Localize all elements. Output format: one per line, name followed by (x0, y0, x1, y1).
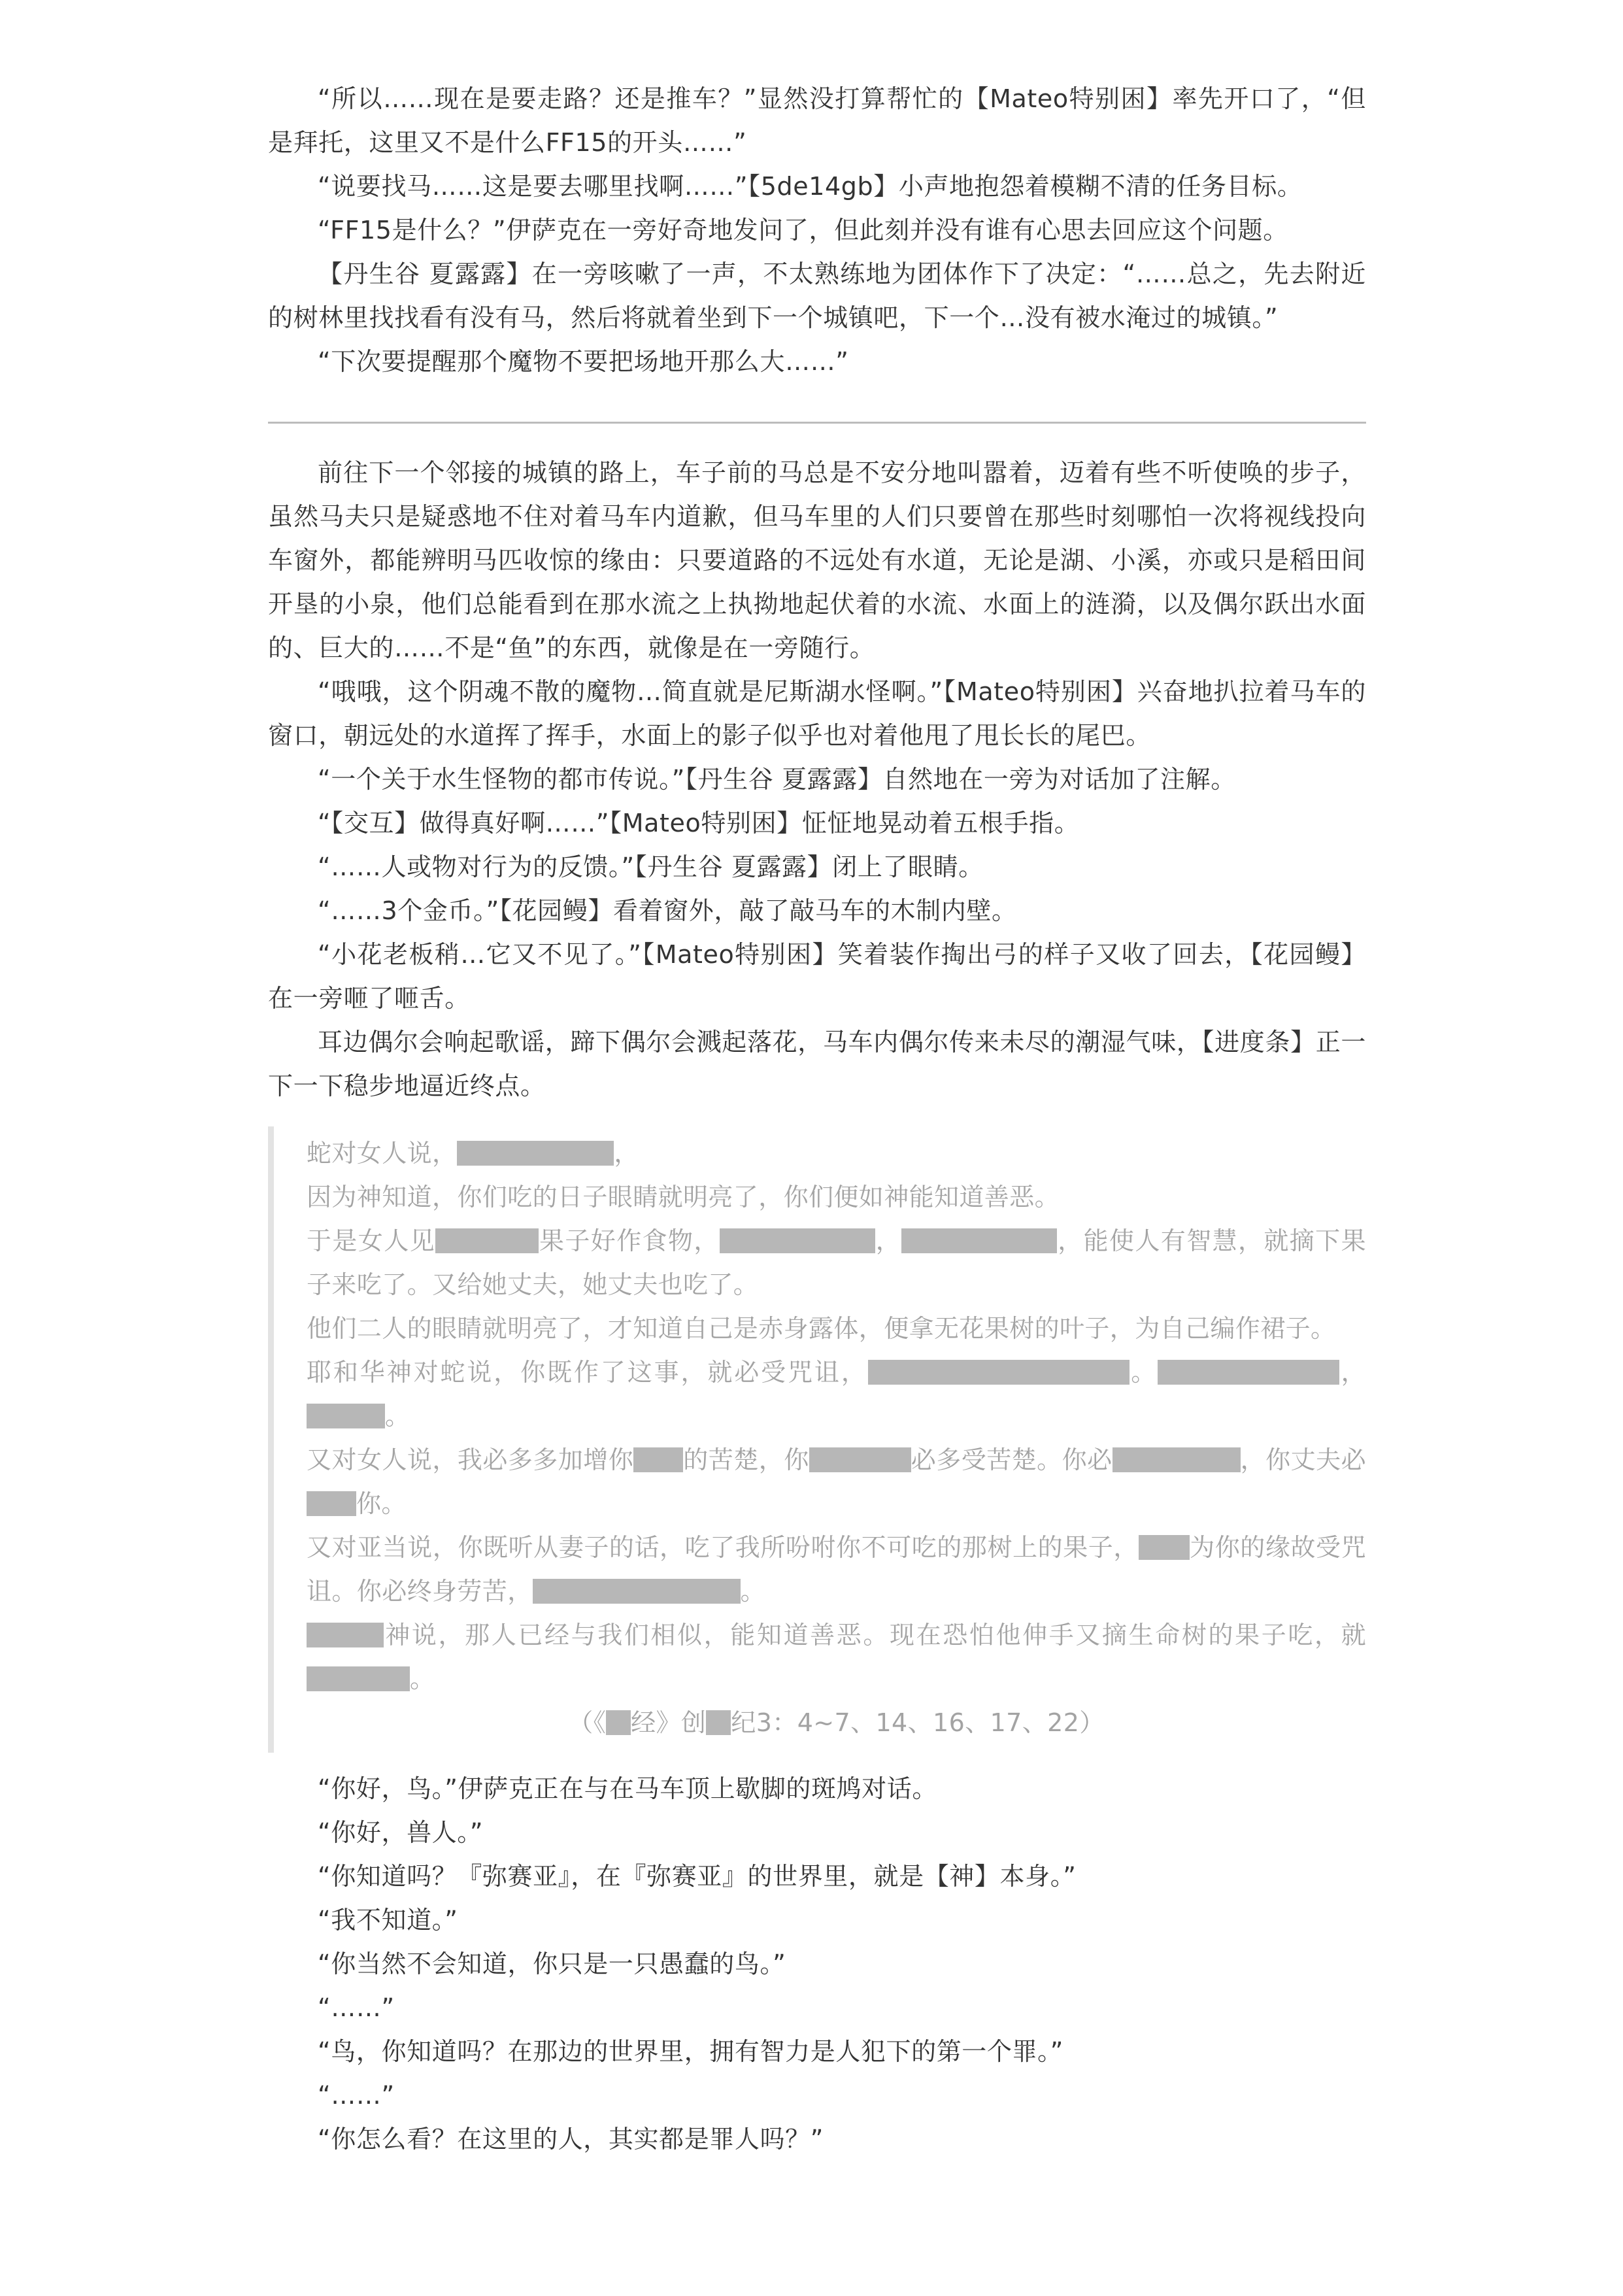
dialogue-line: “你好，兽人。” (318, 1818, 484, 1847)
quote-text: ， (614, 1139, 639, 1168)
quote-text: ，能使人有智慧，就摘下果子来吃了。又给她丈夫，她丈夫也吃了。 (307, 1226, 1366, 1299)
paragraph: “小花老板稍…它又不见了。”【Mateo特别困】笑着装作掏出弓的样子又收了回去，【花园鳗】在一旁咂了咂舌。 (268, 940, 1366, 1013)
quote-text: 。 (385, 1402, 410, 1430)
quote-line (307, 1351, 1366, 1438)
paragraph: 【丹生谷 夏露露】在一旁咳嗽了一声，不太熟练地为团体作下了决定：“……总之，先去附近的树林里找找看有没有马，然后将就着坐到下一个城镇吧，下一个…没有被水淹过的城镇。” (268, 260, 1366, 332)
quote-line (307, 1132, 1366, 1175)
paragraph: “所以……现在是要走路？还是推车？”显然没打算帮忙的【Mateo特别困】率先开口了，“但是拜托，这里又不是什么FF15的开头……” (268, 84, 1366, 157)
reference-text: 纪3：4~7、14、16、17、22） (731, 1708, 1105, 1737)
paragraph: “【交互】做得真好啊……”【Mateo特别困】怔怔地晃动着五根手指。 (318, 809, 1080, 837)
quote-text: 你。 (356, 1489, 407, 1518)
quote-line (307, 1613, 1366, 1701)
redaction-block (720, 1228, 875, 1253)
quote-text: 必多受苦楚。你必 (911, 1445, 1113, 1474)
quote-text: 果子好作食物， (539, 1226, 720, 1255)
paragraph: “……3个金币。”【花园鳗】看着窗外，敲了敲马车的木制内壁。 (318, 896, 1017, 925)
quote-line: 因为神知道，你们吃的日子眼睛就明亮了，你们便如神能知道善恶。 (307, 1183, 1060, 1211)
redaction-block (868, 1360, 1129, 1385)
quote-text: 。 (1129, 1358, 1158, 1387)
redaction-block (457, 1141, 614, 1166)
dialogue-line: “你怎么看？在这里的人，其实都是罪人吗？” (318, 2125, 824, 2153)
quote-text: 耶和华神对蛇说，你既作了这事，就必受咒诅， (307, 1358, 868, 1387)
redaction-block (633, 1447, 683, 1472)
dialogue-line: “我不知道。” (318, 1906, 458, 1934)
redaction-block (435, 1228, 539, 1253)
reference-text: 经》创 (631, 1708, 707, 1737)
paragraph: “FF15是什么？”伊萨克在一旁好奇地发问了，但此刻并没有谁有心思去回应这个问题。 (318, 216, 1288, 245)
redaction-block (307, 1404, 385, 1428)
paragraph: 前往下一个邻接的城镇的路上，车子前的马总是不安分地叫嚣着，迈着有些不听使唤的步子，虽然马夫只是疑惑地不住对着马车内道歉，但马车里的人们只要曾在那些时刻哪怕一次将视线投向车窗外，都能辨明马匹收惊的缘由：只要道路的不远处有水道，无论是湖、小溪，亦或只是稻田间开垦的小泉，他们总能看到在那水流之上执拗地起伏着的水流、水面上的涟漪，以及偶尔跃出水面的、巨大的……不是“鱼”的东西，就像是在一旁随行。 (268, 458, 1366, 662)
scripture-reference (307, 1701, 1366, 1745)
document-page (268, 77, 1366, 2161)
quote-line (307, 1219, 1366, 1307)
dialogue-line: “……” (318, 2081, 395, 2110)
quote-text: ， (1339, 1358, 1367, 1387)
redaction-block (901, 1228, 1057, 1253)
dialogue-line: “你知道吗？『弥赛亚』，在『弥赛亚』的世界里，就是【神】本身。” (318, 1862, 1077, 1891)
scripture-blockquote (268, 1126, 1366, 1753)
paragraph: 耳边偶尔会响起歌谣，蹄下偶尔会溅起落花，马车内偶尔传来未尽的潮湿气味，【进度条】正一下一下稳步地逼近终点。 (268, 1028, 1366, 1100)
quote-text: 于是女人见 (307, 1226, 435, 1255)
redaction-block (307, 1666, 410, 1691)
paragraph: “……人或物对行为的反馈。”【丹生谷 夏露露】闭上了眼睛。 (318, 853, 984, 881)
quote-line (307, 1526, 1366, 1613)
quote-line (307, 1438, 1366, 1526)
quote-text: 。 (740, 1577, 766, 1606)
quote-line: 他们二人的眼睛就明亮了，才知道自己是赤身露体，便拿无花果树的叶子，为自己编作裙子。 (307, 1314, 1336, 1343)
reference-text: （《 (568, 1708, 607, 1737)
redaction-block (307, 1623, 384, 1647)
paragraph: “一个关于水生怪物的都市传说。”【丹生谷 夏露露】自然地在一旁为对话加了注解。 (318, 765, 1236, 794)
redaction-block (809, 1447, 911, 1472)
redaction-block (533, 1579, 741, 1604)
quote-text: 为你的缘故受咒诅。你必终身劳苦， (307, 1533, 1366, 1606)
redaction-block (1139, 1535, 1190, 1560)
redaction-block (606, 1710, 631, 1735)
redaction-block (307, 1491, 356, 1516)
quote-text: ， (875, 1226, 902, 1255)
quote-text: 的苦楚，你 (683, 1445, 809, 1474)
paragraph: “哦哦，这个阴魂不散的魔物…简直就是尼斯湖水怪啊。”【Mateo特别困】兴奋地扒拉着马车的窗口，朝远处的水道挥了挥手，水面上的影子似乎也对着他甩了甩长长的尾巴。 (268, 677, 1366, 750)
redaction-block (706, 1710, 731, 1735)
quote-text: 又对女人说，我必多多加增你 (307, 1445, 634, 1474)
quote-text: 。 (410, 1664, 435, 1693)
quote-text: 蛇对女人说， (307, 1139, 458, 1168)
redaction-block (1113, 1447, 1241, 1472)
section-divider (268, 422, 1366, 424)
quote-text: 神说，那人已经与我们相似，能知道善恶。现在恐怕他伸手又摘生命树的果子吃，就 (384, 1621, 1366, 1649)
redaction-block (1158, 1360, 1339, 1385)
quote-text: ，你丈夫必 (1240, 1445, 1366, 1474)
dialogue-line: “鸟，你知道吗？在那边的世界里，拥有智力是人犯下的第一个罪。” (318, 2037, 1063, 2066)
paragraph: “下次要提醒那个魔物不要把场地开那么大……” (318, 347, 849, 376)
quote-text: 又对亚当说，你既听从妻子的话，吃了我所吩咐你不可吃的那树上的果子， (307, 1533, 1139, 1562)
dialogue-line: “……” (318, 1993, 395, 2022)
paragraph: “说要找马……这是要去哪里找啊……”【5de14gb】小声地抱怨着模糊不清的任务目标。 (318, 172, 1303, 201)
dialogue-line: “你当然不会知道，你只是一只愚蠢的鸟。” (318, 1950, 786, 1978)
dialogue-line: “你好，鸟。”伊萨克正在与在马车顶上歇脚的斑鸠对话。 (318, 1774, 937, 1803)
